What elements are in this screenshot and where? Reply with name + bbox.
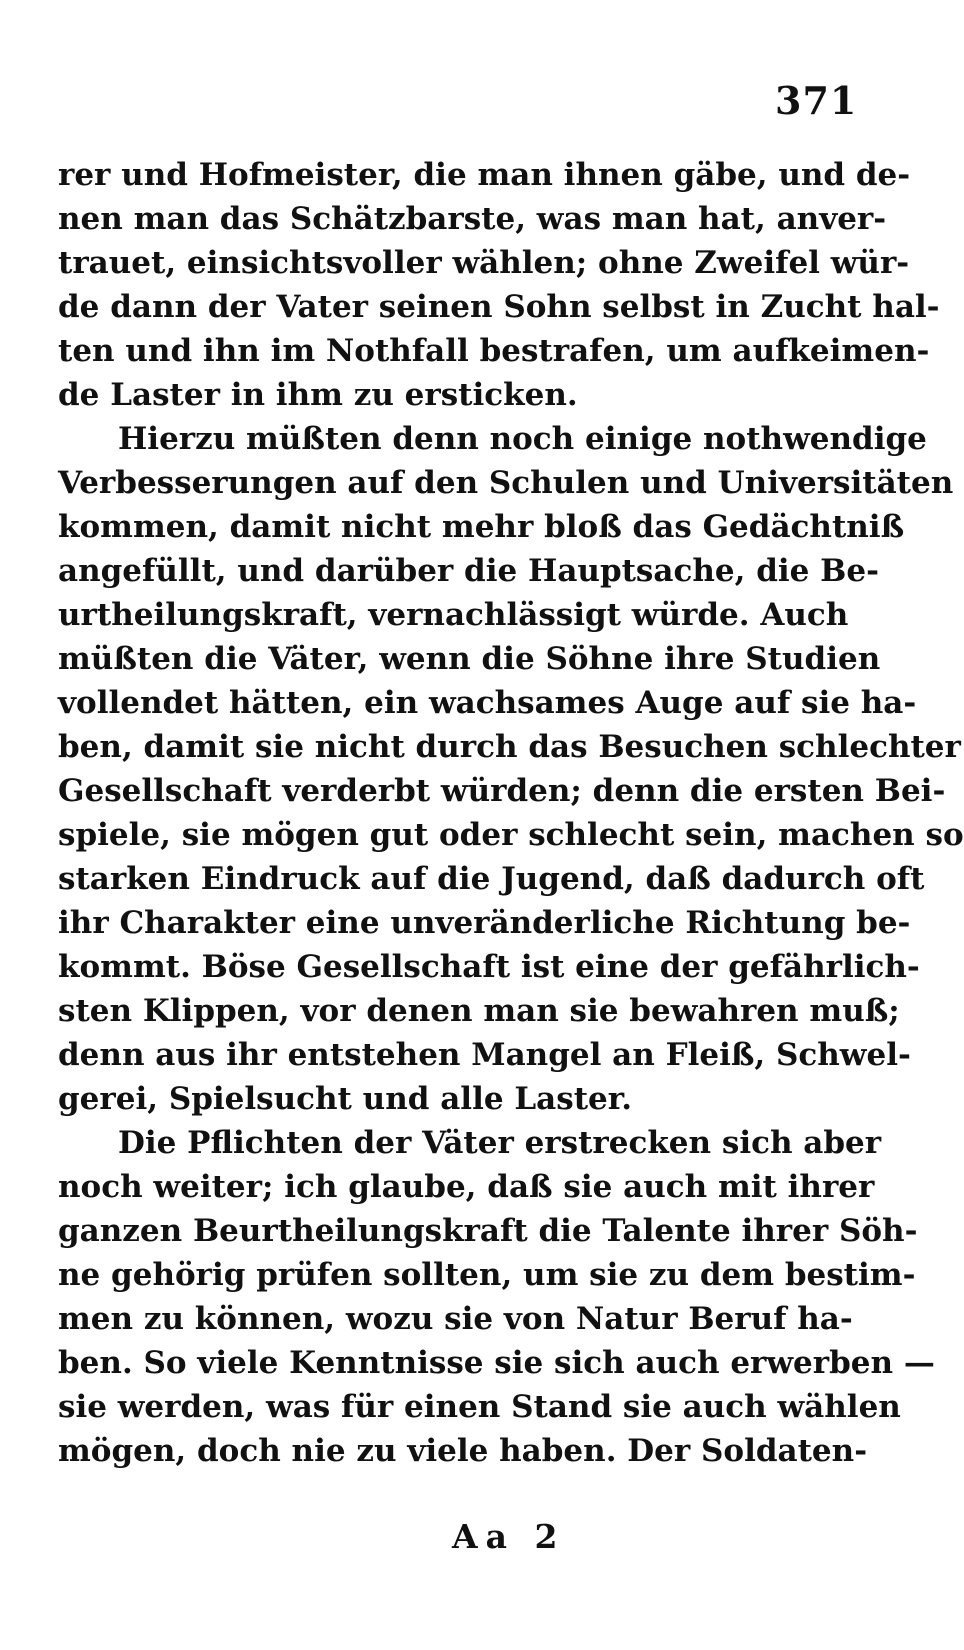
text-line: spiele, sie mögen gut oder schlecht sein, machen so (58, 817, 964, 853)
text-line: de Laster in ihm zu ersticken. (58, 377, 578, 413)
text-line: kommt. Böse Gesellschaft ist eine der gefährlich- (58, 949, 920, 985)
text-line: urtheilungskraft, vernachlässigt würde. Auch (58, 597, 849, 633)
text-line: rer und Hofmeister, die man ihnen gäbe, und de- (58, 157, 911, 193)
text-line: men zu können, wozu sie von Natur Beruf ha- (58, 1301, 853, 1337)
text-line: kommen, damit nicht mehr bloß das Gedächtniß (58, 509, 905, 545)
text-line: ben. So viele Kenntnisse sie sich auch erwerben — (58, 1345, 935, 1381)
text-line: ben, damit sie nicht durch das Besuchen schlechter (58, 729, 961, 765)
text-line: ganzen Beurtheilungskraft die Talente ihrer Söh- (58, 1213, 918, 1249)
text-line: noch weiter; ich glaube, daß sie auch mit ihrer (58, 1169, 875, 1205)
paragraph (58, 1121, 935, 1473)
text-line: starken Eindruck auf die Jugend, daß dadurch oft (58, 861, 925, 897)
page-number: 371 (775, 78, 858, 123)
text-line: vollendet hätten, ein wachsames Auge auf sie ha- (58, 685, 917, 721)
text-line: müßten die Väter, wenn die Söhne ihre Studien (58, 641, 881, 677)
text-line: ten und ihn im Nothfall bestrafen, um aufkeimen- (58, 333, 930, 369)
text-line: trauet, einsichtsvoller wählen; ohne Zweifel wür- (58, 245, 910, 281)
text-line: de dann der Vater seinen Sohn selbst in Zucht hal- (58, 289, 940, 325)
text-line: sten Klippen, vor denen man sie bewahren muß; (58, 993, 900, 1029)
text-line: Gesellschaft verderbt würden; denn die ersten Bei- (58, 773, 946, 809)
text-line: denn aus ihr entstehen Mangel an Fleiß, Schwel- (58, 1037, 911, 1073)
text-line: Hierzu müßten denn noch einige nothwendige (118, 421, 927, 457)
text-line: Verbesserungen auf den Schulen und Universitäten (58, 465, 954, 501)
body-text (58, 153, 964, 1473)
text-line: angefüllt, und darüber die Hauptsache, die Be- (58, 553, 879, 589)
text-line: ne gehörig prüfen sollten, um sie zu dem bestim- (58, 1257, 916, 1293)
text-line: nen man das Schätzbarste, was man hat, anver- (58, 201, 887, 237)
text-line: Die Pflichten der Väter erstrecken sich aber (118, 1125, 882, 1161)
signature-mark: Aa 2 (452, 1517, 566, 1556)
paragraph (58, 417, 964, 1121)
text-line: ihr Charakter eine unveränderliche Richtung be- (58, 905, 911, 941)
text-line: gerei, Spielsucht und alle Laster. (58, 1081, 633, 1117)
text-line: sie werden, was für einen Stand sie auch wählen (58, 1389, 901, 1425)
text-line: mögen, doch nie zu viele haben. Der Soldaten- (58, 1433, 868, 1469)
paragraph (58, 153, 940, 417)
